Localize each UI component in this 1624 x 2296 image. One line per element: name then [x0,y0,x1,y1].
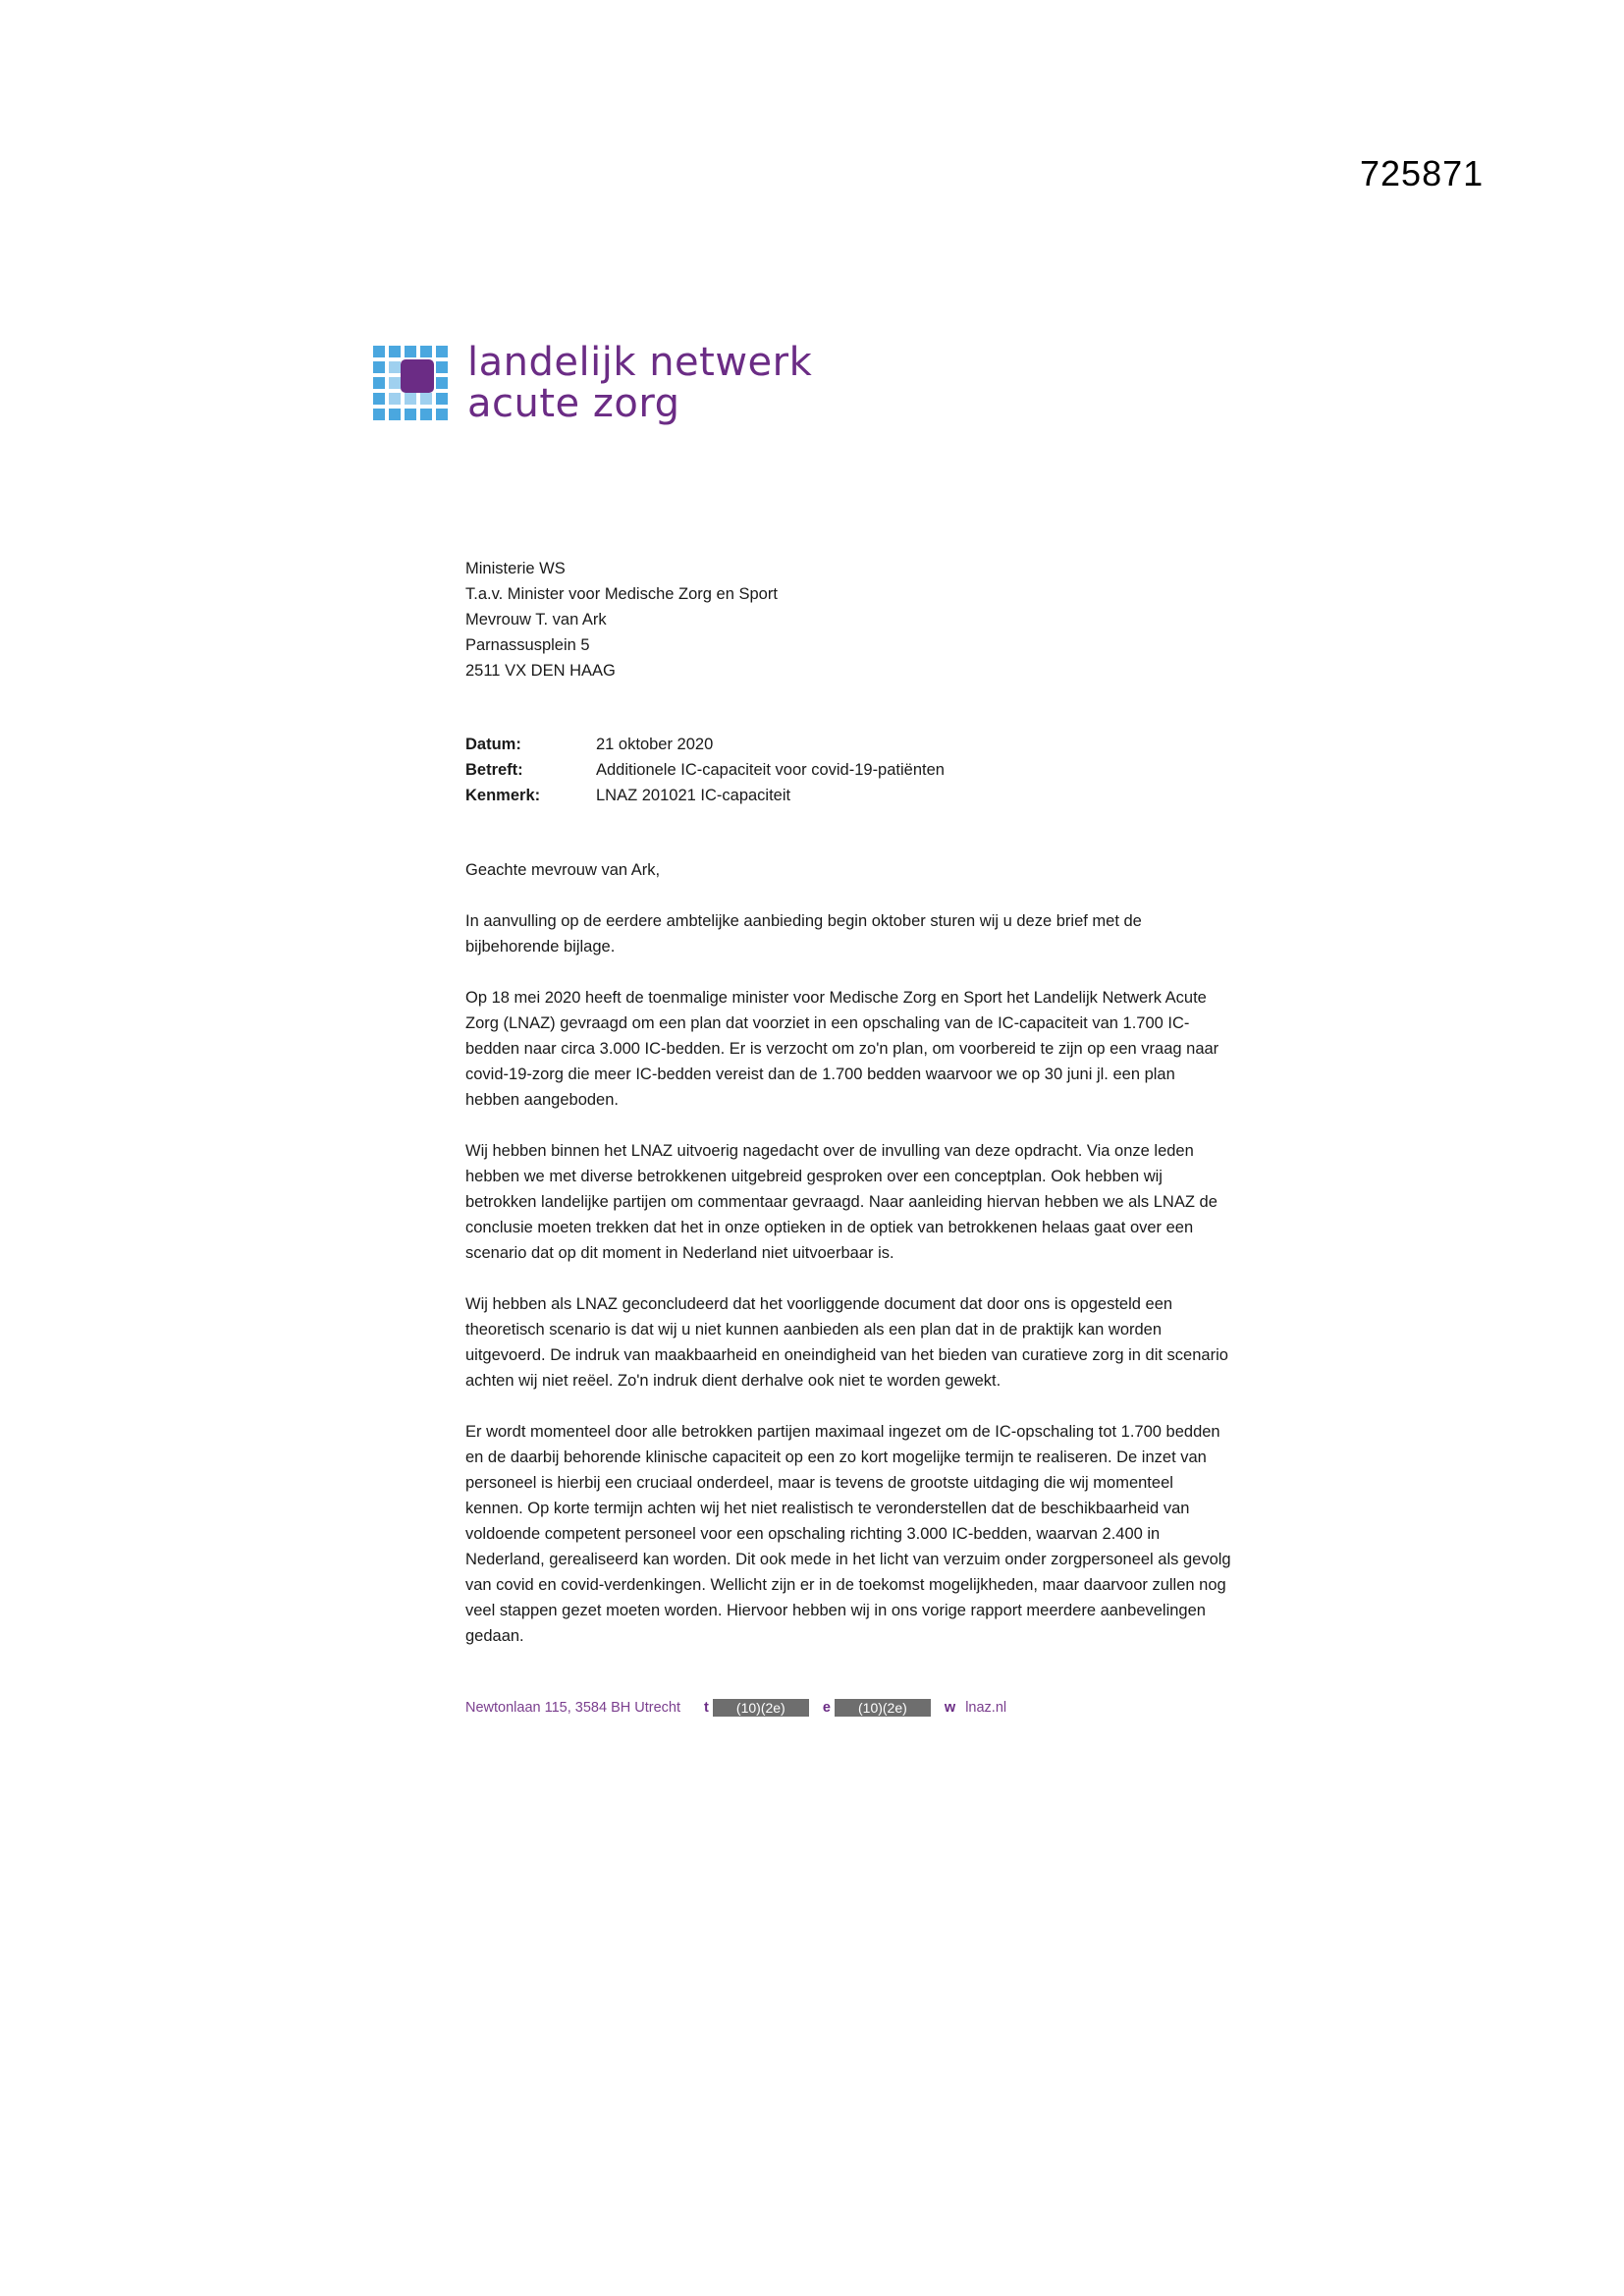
footer-email-label: e [822,1700,831,1716]
logo-text [467,342,812,424]
address-line: 2511 VX DEN HAAG [465,662,616,680]
paragraph: Op 18 mei 2020 heeft de toenmalige minister voor Medische Zorg en Sport het Landelijk Netwerk Acute Zorg (LNAZ) gevraagd om een plan dat voorziet in een opschaling van de IC-capaciteit van 1.700 IC-bedden naar circa 3.000 IC-bedden. Er is verzocht om zo'n plan, om voorbereid te zijn op een vraag naar covid-19-zorg die meer IC-bedden vereist dan de 1.700 bedden waarvoor we op 30 juni jl. een plan hebben aangeboden. [465,989,1219,1109]
meta-value: Additionele IC-capaciteit voor covid-19-patiënten [596,761,945,779]
logo-line-2: acute zorg [467,381,680,426]
recipient-address [465,556,1231,683]
footer-address: Newtonlaan 115, 3584 BH Utrecht [465,1700,680,1716]
salutation: Geachte mevrouw van Ark, [465,861,661,879]
address-line: T.a.v. Minister voor Medische Zorg en Sport [465,585,778,603]
paragraph: Wij hebben binnen het LNAZ uitvoerig nagedacht over de invulling van deze opdracht. Via onze leden hebben we met diverse betrokkenen uitgebreid gesproken over een conceptplan. Ook hebben wij betrokken landelijke partijen om commentaar gevraagd. Naar aanleiding hiervan hebben we als LNAZ de conclusie moeten trekken dat het in onze optieken in de optiek van betrokkenen helaas gaat over een scenario dat op dit moment in Nederland niet uitvoerbaar is. [465,1142,1218,1262]
page-number: 725871 [1360,153,1485,193]
paragraph: In aanvulling op de eerdere ambtelijke aanbieding begin oktober sturen wij u deze brief met de bijbehorende bijlage. [465,912,1142,956]
meta-key: Betreft: [465,761,523,779]
address-line: Ministerie WS [465,560,566,577]
paragraphs [465,908,1231,1649]
grid-logo-icon [373,346,448,420]
paragraph: Wij hebben als LNAZ geconcludeerd dat het voorliggende document dat door ons is opgesteld een theoretisch scenario is dat wij u niet kunnen aanbieden als een plan dat in de praktijk kan worden uitgevoerd. De indruk van maakbaarheid en oneindigheid van het bieden van curatieve zorg in dit scenario achten wij niet reëel. Zo'n indruk dient derhalve ook niet te worden gewekt. [465,1295,1228,1390]
meta-row-datum [465,732,1231,757]
meta-value: LNAZ 201021 IC-capaciteit [596,787,791,804]
footer-email-redacted: (10)(2e) [835,1699,931,1717]
meta-value: 21 oktober 2020 [596,736,714,753]
meta-row-betreft [465,757,1231,783]
footer-web-label: w [944,1700,956,1716]
meta-row-kenmerk [465,783,1231,808]
lnaz-logo [373,340,813,426]
letter-body [465,556,1231,1649]
paragraph: Er wordt momenteel door alle betrokken partijen maximaal ingezet om de IC-opschaling tot 1.700 bedden en de daarbij behorende klinische capaciteit op een zo kort mogelijke termijn te realiseren. De inzet van personeel is hierbij een cruciaal onderdeel, maar is tevens de grootste uitdaging die wij momenteel kennen. Op korte termijn achten wij het niet realistisch te veronderstellen dat de beschikbaarheid van voldoende competent personeel voor een opschaling richting 3.000 IC-bedden, waarvan 2.400 in Nederland, gerealiseerd kan worden. Dit ook mede in het licht van verzuim onder zorgpersoneel als gevolg van covid en covid-verdenkingen. Wellicht zijn er in de toekomst mogelijkheden, maar daarvoor zullen nog veel stappen gezet moeten worden. Hiervoor hebben wij in ons vorige rapport meerdere aanbevelingen gedaan. [465,1423,1231,1645]
logo-line-1: landelijk netwerk [467,340,813,385]
meta-key: Datum: [465,736,521,753]
address-line: Parnassusplein 5 [465,636,590,654]
footer-phone-redacted: (10)(2e) [713,1699,809,1717]
footer-phone-label: t [703,1700,709,1716]
address-line: Mevrouw T. van Ark [465,611,607,629]
meta-key: Kenmerk: [465,787,541,804]
footer-web-link[interactable]: lnaz.nl [965,1700,1007,1716]
letter-meta [465,732,1231,808]
letter-footer [465,1699,1006,1717]
